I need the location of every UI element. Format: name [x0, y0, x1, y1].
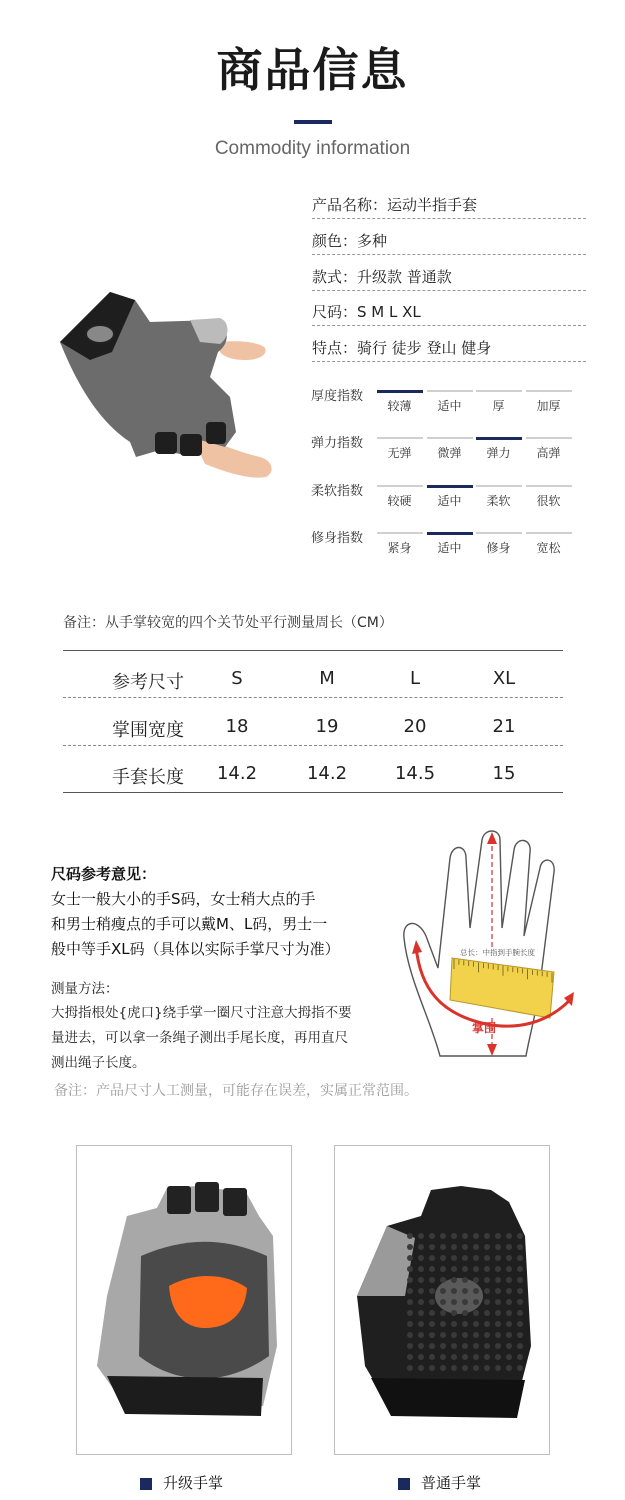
palm-label: 掌围 [472, 1021, 497, 1035]
page-title: 商品信息 [216, 43, 409, 97]
grip-dot [506, 1266, 512, 1272]
grip-dot [506, 1310, 512, 1316]
grip-dot [418, 1299, 424, 1305]
grip-dot [407, 1277, 413, 1283]
grip-dot [484, 1266, 490, 1272]
grip-dot [473, 1321, 479, 1327]
grip-dot [440, 1310, 446, 1316]
caption-marker [140, 1478, 152, 1490]
index-bar-segment [377, 485, 423, 487]
grip-dot [473, 1332, 479, 1338]
grip-dot [462, 1343, 468, 1349]
index-option: 无弹 [387, 446, 412, 460]
grip-dot [451, 1277, 457, 1283]
grip-dot [495, 1299, 501, 1305]
index-bar-segment [476, 532, 522, 534]
finger-cap [195, 1182, 219, 1212]
table-header-cell: 参考尺寸 [112, 672, 184, 693]
grip-dot [484, 1343, 490, 1349]
grip-dot [473, 1343, 479, 1349]
standard-palm-glove-image [335, 1146, 549, 1454]
grip-dot [418, 1233, 424, 1239]
index-bar-segment [427, 390, 473, 392]
grip-dot [418, 1354, 424, 1360]
grip-dot [484, 1233, 490, 1239]
grip-dot [484, 1321, 490, 1327]
grip-dot [451, 1321, 457, 1327]
index-bar-segment [526, 485, 572, 487]
grip-dot [506, 1244, 512, 1250]
info-color: 颜色：多种 [312, 228, 586, 255]
grip-dot [517, 1299, 523, 1305]
grip-dot [506, 1332, 512, 1338]
grip-dot [462, 1233, 468, 1239]
table-cell: 14.2 [306, 763, 348, 784]
grip-dot [429, 1266, 435, 1272]
grip-dot [440, 1343, 446, 1349]
finger-tip-2 [180, 434, 202, 456]
info-size: 尺码：S M L XL [312, 299, 586, 326]
disclaimer: 备注：产品尺寸人工测量，可能存在误差，实属正常范围。 [54, 1083, 418, 1099]
grip-dot [429, 1233, 435, 1239]
title-underline [294, 120, 332, 124]
table-rule-top [63, 650, 563, 651]
grip-dot [440, 1255, 446, 1261]
page-subtitle: Commodity information [214, 138, 411, 159]
index-bar-selected [377, 390, 423, 393]
grip-dot [429, 1310, 435, 1316]
grip-dot [473, 1310, 479, 1316]
grip-dot [495, 1354, 501, 1360]
grip-dot [451, 1266, 457, 1272]
ruler [450, 958, 554, 1018]
index-option: 修身 [486, 541, 511, 555]
table-cell: 手套长度 [112, 767, 184, 788]
index-option: 适中 [437, 494, 462, 508]
index-label: 修身指数 [311, 531, 364, 546]
grip-dot [484, 1332, 490, 1338]
grip-dot [418, 1255, 424, 1261]
index-option: 较硬 [387, 494, 412, 508]
grip-dot [506, 1288, 512, 1294]
index-option: 柔软 [486, 494, 511, 508]
method-line: 量进去，可以拿一条绳子测出手尾长度，再用直尺 [51, 1030, 348, 1046]
index-option: 微弹 [437, 446, 462, 460]
grip-dot [407, 1354, 413, 1360]
grip-dot [517, 1310, 523, 1316]
grip-dot [506, 1233, 512, 1239]
grip-dot [517, 1321, 523, 1327]
index-bar-selected [476, 437, 522, 440]
grip-dot [495, 1321, 501, 1327]
table-cell: 14.2 [216, 763, 258, 784]
arrow-up-icon [487, 832, 497, 844]
grip-dot [418, 1244, 424, 1250]
grip-dot [495, 1277, 501, 1283]
grip-dot [462, 1266, 468, 1272]
index-bar-segment [526, 532, 572, 534]
grip-dot [407, 1310, 413, 1316]
grip-dot [517, 1255, 523, 1261]
grip-dot [473, 1255, 479, 1261]
grip-dot [473, 1266, 479, 1272]
index-bar-segment [526, 390, 572, 392]
arrow-down-icon [487, 1044, 497, 1056]
grip-dot [517, 1354, 523, 1360]
grip-dot [506, 1255, 512, 1261]
index-option: 加厚 [536, 399, 561, 413]
index-bar-segment [427, 437, 473, 439]
arrow-up-icon [412, 940, 422, 954]
grip-dot [429, 1332, 435, 1338]
index-option: 适中 [437, 541, 462, 555]
grip-dot [429, 1365, 435, 1371]
grip-dot [407, 1255, 413, 1261]
index-bar-segment [526, 437, 572, 439]
grip-dot [440, 1233, 446, 1239]
grip-dot [484, 1244, 490, 1250]
grip-dot [484, 1310, 490, 1316]
grip-dot [451, 1299, 457, 1305]
index-bar-segment [377, 437, 423, 439]
grip-dot [440, 1321, 446, 1327]
table-header-cell: L [409, 668, 421, 689]
index-option: 很软 [536, 494, 561, 508]
variant-card-upgraded [76, 1145, 292, 1455]
grip-dot [517, 1288, 523, 1294]
product-glove-image [40, 282, 290, 492]
index-bar-segment [476, 390, 522, 392]
grip-dot [451, 1332, 457, 1338]
grip-dot [407, 1299, 413, 1305]
grip-dot [418, 1343, 424, 1349]
grip-dot [517, 1277, 523, 1283]
finger-cap [167, 1186, 191, 1214]
index-bar-segment [476, 485, 522, 487]
grip-dot [473, 1277, 479, 1283]
grip-dot [473, 1354, 479, 1360]
finger-cap [223, 1188, 247, 1216]
caption-upgraded: 升级手掌 [163, 1474, 224, 1492]
grip-dot [462, 1321, 468, 1327]
grip-dot [440, 1244, 446, 1250]
grip-dot [473, 1299, 479, 1305]
table-rule-bottom [63, 792, 563, 793]
method-title: 测量方法： [51, 981, 119, 997]
grip-dot [407, 1365, 413, 1371]
index-bar-selected [427, 485, 473, 488]
grip-dot [418, 1288, 424, 1294]
hand-measurement-diagram [400, 828, 590, 1068]
grip-dot [407, 1233, 413, 1239]
grip-dot [451, 1354, 457, 1360]
table-header-cell: M [319, 668, 335, 689]
grip-dot [418, 1277, 424, 1283]
grip-dot [429, 1277, 435, 1283]
table-cell: 21 [492, 716, 516, 737]
info-features: 特点：骑行 徒步 登山 健身 [312, 335, 586, 362]
grip-dot [484, 1365, 490, 1371]
index-label: 厚度指数 [311, 389, 364, 404]
grip-dot [418, 1332, 424, 1338]
grip-dot [440, 1277, 446, 1283]
index-option: 宽松 [536, 541, 561, 555]
grip-dot [462, 1332, 468, 1338]
grip-dot [407, 1266, 413, 1272]
grip-dot [517, 1244, 523, 1250]
finger-tip-1 [155, 432, 177, 454]
grip-dot [495, 1244, 501, 1250]
strap-logo [86, 325, 114, 343]
table-cell: 掌围宽度 [112, 720, 184, 741]
index-option: 厚 [492, 399, 505, 413]
advice-line: 女士一般大小的手S码，女士稍大点的手 [51, 890, 316, 908]
table-cell: 14.5 [394, 763, 436, 784]
grip-dot [506, 1354, 512, 1360]
grip-dot [418, 1321, 424, 1327]
grip-dot [462, 1255, 468, 1261]
grip-dot [451, 1255, 457, 1261]
grip-dot [473, 1244, 479, 1250]
grip-dot [517, 1365, 523, 1371]
grip-dot [418, 1365, 424, 1371]
index-bar-segment [377, 532, 423, 534]
grip-dot [440, 1365, 446, 1371]
grip-dot [451, 1244, 457, 1250]
grip-dot [407, 1321, 413, 1327]
grip-dot [429, 1354, 435, 1360]
grip-dot [517, 1332, 523, 1338]
grip-dot [440, 1299, 446, 1305]
index-label: 柔软指数 [311, 484, 364, 499]
grip-dot [484, 1288, 490, 1294]
grip-dot [451, 1310, 457, 1316]
grip-dot [429, 1288, 435, 1294]
method-line: 大拇指根处{虎口}绕手掌一圈尺寸注意大拇指不要 [51, 1005, 352, 1021]
grip-dot [517, 1266, 523, 1272]
info-product-name: 产品名称：运动半指手套 [312, 192, 586, 219]
method-line: 测出绳子长度。 [51, 1055, 146, 1071]
index-option: 较薄 [387, 399, 412, 413]
grip-dot [407, 1343, 413, 1349]
advice-line: 和男士稍瘦点的手可以戴M、L码，男士一 [51, 915, 328, 933]
table-cell: 19 [315, 716, 339, 737]
thumb-panel [357, 1226, 415, 1296]
index-bar-selected [427, 532, 473, 535]
grip-dot [440, 1332, 446, 1338]
palm-pad [435, 1278, 483, 1314]
index-label: 弹力指数 [311, 436, 364, 451]
grip-dot [462, 1244, 468, 1250]
grip-dot [462, 1310, 468, 1316]
index-option: 适中 [437, 399, 462, 413]
grip-dot [462, 1288, 468, 1294]
info-style: 款式：升级款 普通款 [312, 264, 586, 291]
grip-dot [418, 1266, 424, 1272]
grip-dot [495, 1332, 501, 1338]
table-rule [63, 745, 563, 746]
grip-dot [473, 1365, 479, 1371]
table-header-cell: S [231, 668, 243, 689]
grip-dot [484, 1354, 490, 1360]
grip-dot [495, 1233, 501, 1239]
table-cell: 15 [492, 763, 516, 784]
grip-dot [506, 1343, 512, 1349]
grip-dot [506, 1365, 512, 1371]
grip-dot [517, 1233, 523, 1239]
grip-dot [495, 1343, 501, 1349]
grip-dot [462, 1354, 468, 1360]
table-cell: 20 [403, 716, 427, 737]
grip-dot [495, 1288, 501, 1294]
grip-dot [462, 1299, 468, 1305]
advice-line: 般中等手XL码（具体以实际手掌尺寸为准） [51, 940, 340, 958]
grip-dot [484, 1255, 490, 1261]
grip-dot [495, 1266, 501, 1272]
grip-dot [407, 1332, 413, 1338]
grip-dot [429, 1299, 435, 1305]
grip-dot [407, 1288, 413, 1294]
wrist-cuff [371, 1378, 525, 1418]
grip-dot [440, 1266, 446, 1272]
grip-dot [451, 1288, 457, 1294]
variant-card-standard [334, 1145, 550, 1455]
grip-dot [506, 1277, 512, 1283]
advice-title: 尺码参考意见： [51, 865, 157, 883]
finger-tip-3 [206, 422, 226, 444]
grip-dot [495, 1310, 501, 1316]
grip-dot [495, 1365, 501, 1371]
grip-dot [506, 1299, 512, 1305]
grip-dot [462, 1365, 468, 1371]
table-rule [63, 697, 563, 698]
grip-dot [418, 1310, 424, 1316]
table-cell: 18 [225, 716, 249, 737]
length-label: 总长：中指到手腕长度 [460, 948, 535, 957]
grip-dot [407, 1244, 413, 1250]
index-option: 紧身 [387, 541, 412, 555]
grip-dot [495, 1255, 501, 1261]
grip-dot [440, 1354, 446, 1360]
grip-dot [429, 1343, 435, 1349]
grip-dot [451, 1343, 457, 1349]
grip-dot [429, 1321, 435, 1327]
grip-dot [517, 1343, 523, 1349]
size-note: 备注：从手掌较宽的四个关节处平行测量周长（CM） [63, 615, 393, 631]
grip-dot [506, 1321, 512, 1327]
thumb-skin [220, 341, 266, 360]
grip-dot [440, 1288, 446, 1294]
grip-dot [473, 1233, 479, 1239]
grip-dot [484, 1299, 490, 1305]
grip-dot [473, 1288, 479, 1294]
grip-dot [451, 1365, 457, 1371]
caption-standard: 普通手掌 [421, 1474, 482, 1492]
grip-dot [462, 1277, 468, 1283]
caption-marker [398, 1478, 410, 1490]
index-option: 弹力 [486, 446, 511, 460]
wrist-cuff [107, 1376, 263, 1416]
table-header-cell: XL [492, 668, 516, 689]
grip-dot [451, 1233, 457, 1239]
index-option: 高弹 [536, 446, 561, 460]
grip-dot [429, 1255, 435, 1261]
upgraded-palm-glove-image [77, 1146, 291, 1454]
grip-dot [484, 1277, 490, 1283]
grip-dot [429, 1244, 435, 1250]
